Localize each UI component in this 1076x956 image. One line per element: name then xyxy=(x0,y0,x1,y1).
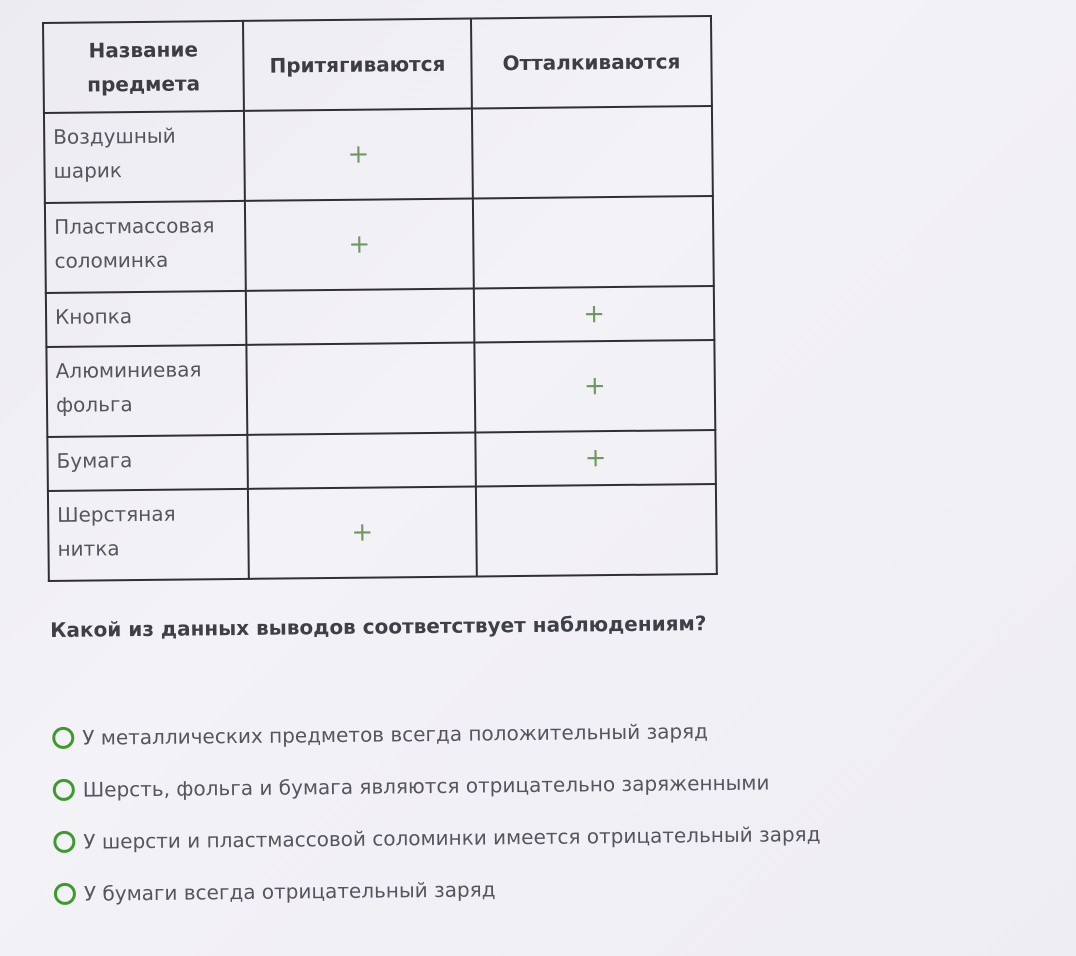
attract-cell: + xyxy=(244,109,473,201)
attract-cell xyxy=(246,288,475,344)
item-name-cell: Воздушный шарик xyxy=(44,111,245,203)
repel-cell xyxy=(473,196,714,289)
table-row xyxy=(47,430,716,491)
radio-button-icon[interactable] xyxy=(53,831,75,853)
item-name-cell: Кнопка xyxy=(46,291,247,347)
column-header-attract: Притягиваются xyxy=(243,19,472,111)
item-name-cell: Алюминиевая фольга xyxy=(46,345,247,437)
radio-button-icon[interactable] xyxy=(52,727,74,749)
item-name-cell: Бумага xyxy=(47,435,248,491)
repel-cell: + xyxy=(474,340,715,433)
column-header-item-name: Название предмета xyxy=(43,21,244,113)
repel-cell xyxy=(472,106,713,199)
item-name-cell: Пластмассовая соломинка xyxy=(45,201,246,293)
repel-cell xyxy=(476,484,717,577)
column-header-repel: Отталкиваются xyxy=(471,16,712,109)
answer-option-4[interactable] xyxy=(54,860,822,920)
attract-cell: + xyxy=(245,198,474,290)
attract-cell: + xyxy=(248,486,477,578)
answer-options xyxy=(52,704,821,920)
table-row xyxy=(46,340,715,437)
answer-option-label[interactable]: У бумаги всегда отрицательный заряд xyxy=(83,877,496,906)
item-name-cell: Шерстяная нитка xyxy=(48,489,249,581)
answer-option-3[interactable] xyxy=(53,808,821,868)
table-row xyxy=(44,106,713,203)
question-text: Какой из данных выводов соответствует наблюдениям? xyxy=(50,611,707,642)
answer-option-2[interactable] xyxy=(53,756,821,816)
repel-cell: + xyxy=(475,430,716,487)
table-header-row xyxy=(43,16,712,113)
repel-cell: + xyxy=(474,286,715,343)
answer-option-1[interactable] xyxy=(52,704,820,764)
answer-option-label[interactable]: У металлических предметов всегда положительный заряд xyxy=(82,719,709,750)
observation-table xyxy=(42,15,718,582)
attract-cell xyxy=(247,432,476,488)
radio-button-icon[interactable] xyxy=(53,779,75,801)
table-row xyxy=(45,196,714,293)
table-row xyxy=(46,286,715,347)
table-row xyxy=(48,484,717,581)
answer-option-label[interactable]: Шерсть, фольга и бумага являются отрицательно заряженными xyxy=(82,770,770,802)
attract-cell xyxy=(246,342,475,434)
answer-option-label[interactable]: У шерсти и пластмассовой соломинки имеется отрицательный заряд xyxy=(83,821,821,854)
radio-button-icon[interactable] xyxy=(54,883,76,905)
